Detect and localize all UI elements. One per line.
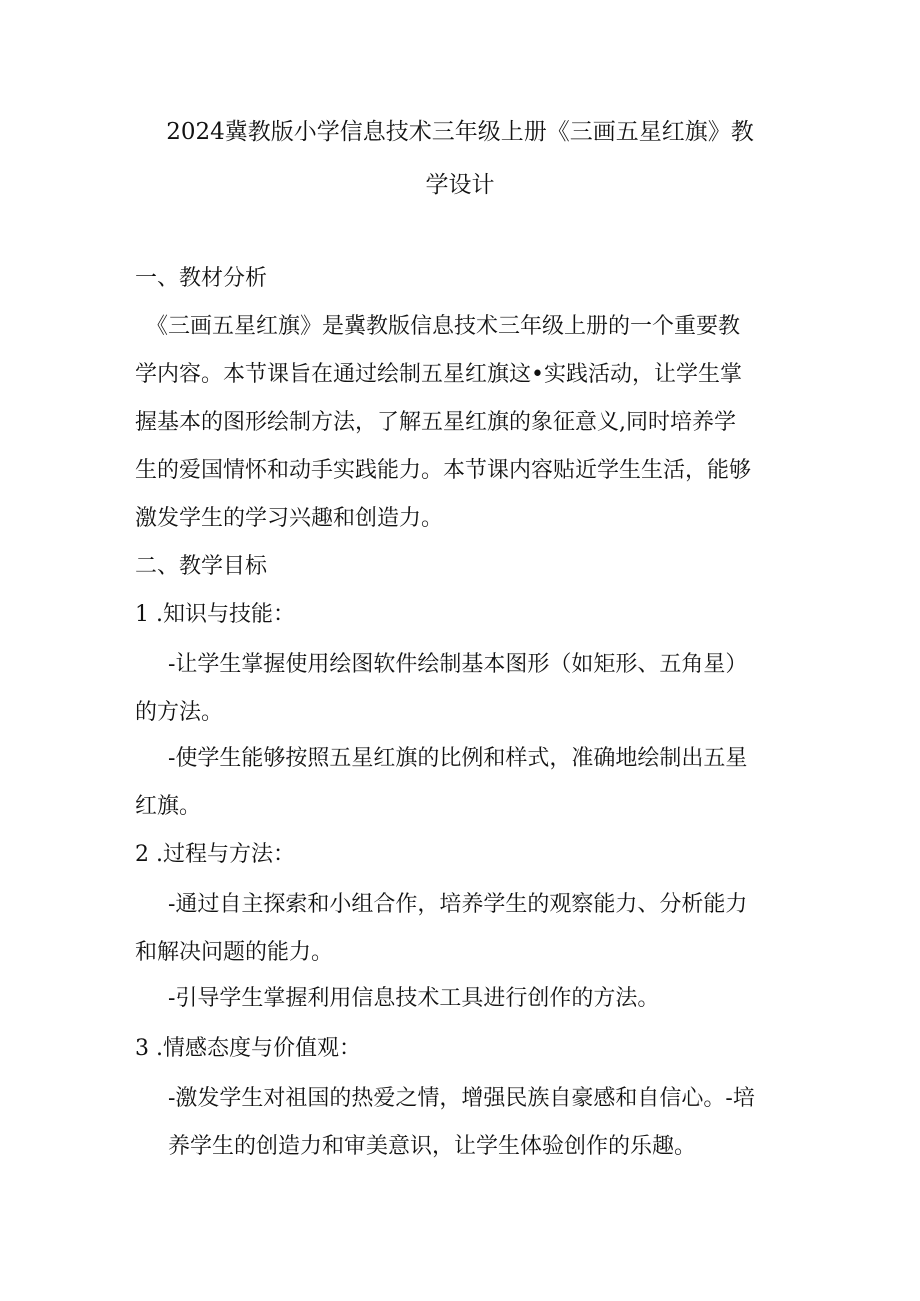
paragraph-line: 生的爱国情怀和动手实践能力。本节课内容贴近学生生活，能够: [135, 458, 752, 483]
paragraph-line: 学内容。本节课旨在通过绘制五星红旗这•实践活动，让学生掌: [135, 362, 742, 387]
objective-item-line: -通过自主探索和小组合作，培养学生的观察能力、分析能力: [168, 892, 748, 917]
paragraph-line: 握基本的图形绘制方法，了解五星红旗的象征意义,同时培养学: [135, 410, 736, 435]
section-heading-materials: 一、教材分析: [135, 266, 268, 291]
objective-item-3-label: 3 .情感态度与价值观：: [135, 1036, 361, 1061]
paragraph-line: 激发学生的学习兴趣和创造力。: [135, 506, 444, 531]
objective-item-line: 和解决问题的能力。: [135, 940, 334, 965]
objective-item-line: 的方法。: [135, 700, 224, 725]
objective-item-1-label: 1 .知识与技能：: [135, 602, 295, 627]
objective-item-line: 红旗。: [135, 794, 202, 819]
document-title-line-2: 学设计: [425, 172, 495, 198]
objective-item-line: -引导学生掌握利用信息技术工具进行创作的方法。: [168, 986, 660, 1011]
document-title-line-1: 2024冀教版小学信息技术三年级上册《三画五星红旗》教: [166, 119, 754, 145]
section-heading-objectives: 二、教学目标: [135, 554, 268, 579]
objective-item-2-label: 2 .过程与方法：: [135, 842, 295, 867]
objective-item-line: -激发学生对祖国的热爱之情，增强民族自豪感和自信心。-培: [168, 1086, 755, 1111]
objective-item-line: 养学生的创造力和审美意识，让学生体验创作的乐趣。: [168, 1134, 697, 1159]
objective-item-line: -使学生能够按照五星红旗的比例和样式，准确地绘制出五星: [168, 746, 748, 771]
objective-item-line: -让学生掌握使用绘图软件绘制基本图形（如矩形、五角星）: [168, 652, 748, 677]
paragraph-line: 《三画五星红旗》是冀教版信息技术三年级上册的一个重要教: [146, 314, 741, 339]
